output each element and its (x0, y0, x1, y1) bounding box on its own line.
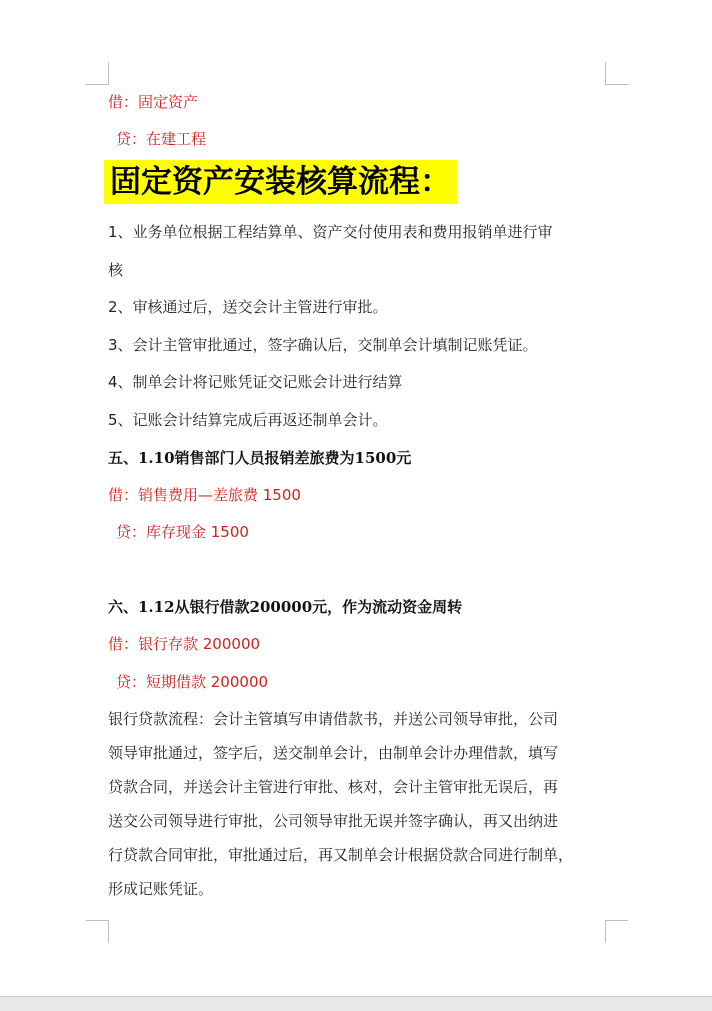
process-step-1-continued: 核 (108, 261, 124, 279)
process-step-4: 4、制单会计将记账凭证交记账会计进行结算 (108, 373, 403, 391)
section-6-credit: 贷：短期借款 200000 (116, 673, 269, 691)
paragraph-line: 送交公司领导进行审批，公司领导审批无误并签字确认，再又出纳进 (108, 812, 559, 830)
paragraph-line: 行贷款合同审批，审批通过后，再又制单会计根据贷款合同进行制单， (108, 846, 574, 864)
paragraph-line: 贷款合同，并送会计主管进行审批、核对，会计主管审批无误后，再 (108, 778, 559, 796)
section-5-title: 五、1.10销售部门人员报销差旅费为1500元 (108, 449, 412, 467)
page-margin-mark-bottom-left (86, 920, 109, 943)
page-bottom-edge (0, 996, 712, 1011)
section-heading: 固定资产安装核算流程： (104, 160, 457, 204)
page-margin-mark-top-right (605, 62, 628, 85)
loan-process-paragraph (108, 702, 608, 906)
process-step-5: 5、记账会计结算完成后再返还制单会计。 (108, 411, 388, 429)
process-step-1: 1、业务单位根据工程结算单、资产交付使用表和费用报销单进行审 (108, 223, 553, 241)
section-6-title: 六、1.12从银行借款200000元，作为流动资金周转 (108, 598, 463, 616)
process-step-2: 2、审核通过后，送交会计主管进行审批。 (108, 298, 388, 316)
page-margin-mark-top-left (86, 62, 109, 85)
paragraph-line: 形成记账凭证。 (108, 880, 214, 898)
paragraph-line: 领导审批通过，签字后，送交制单会计，由制单会计办理借款，填写 (108, 744, 559, 762)
section-6-debit: 借：银行存款 200000 (108, 635, 261, 653)
page-margin-mark-bottom-right (605, 920, 628, 943)
entry-debit: 借：固定资产 (108, 93, 199, 111)
process-step-3: 3、会计主管审批通过，签字确认后，交制单会计填制记账凭证。 (108, 336, 538, 354)
section-5-debit: 借：销售费用—差旅费 1500 (108, 486, 301, 504)
section-5-credit: 贷：库存现金 1500 (116, 523, 249, 541)
entry-credit: 贷：在建工程 (116, 130, 207, 148)
paragraph-line: 银行贷款流程：会计主管填写申请借款书，并送公司领导审批，公司 (108, 710, 559, 728)
